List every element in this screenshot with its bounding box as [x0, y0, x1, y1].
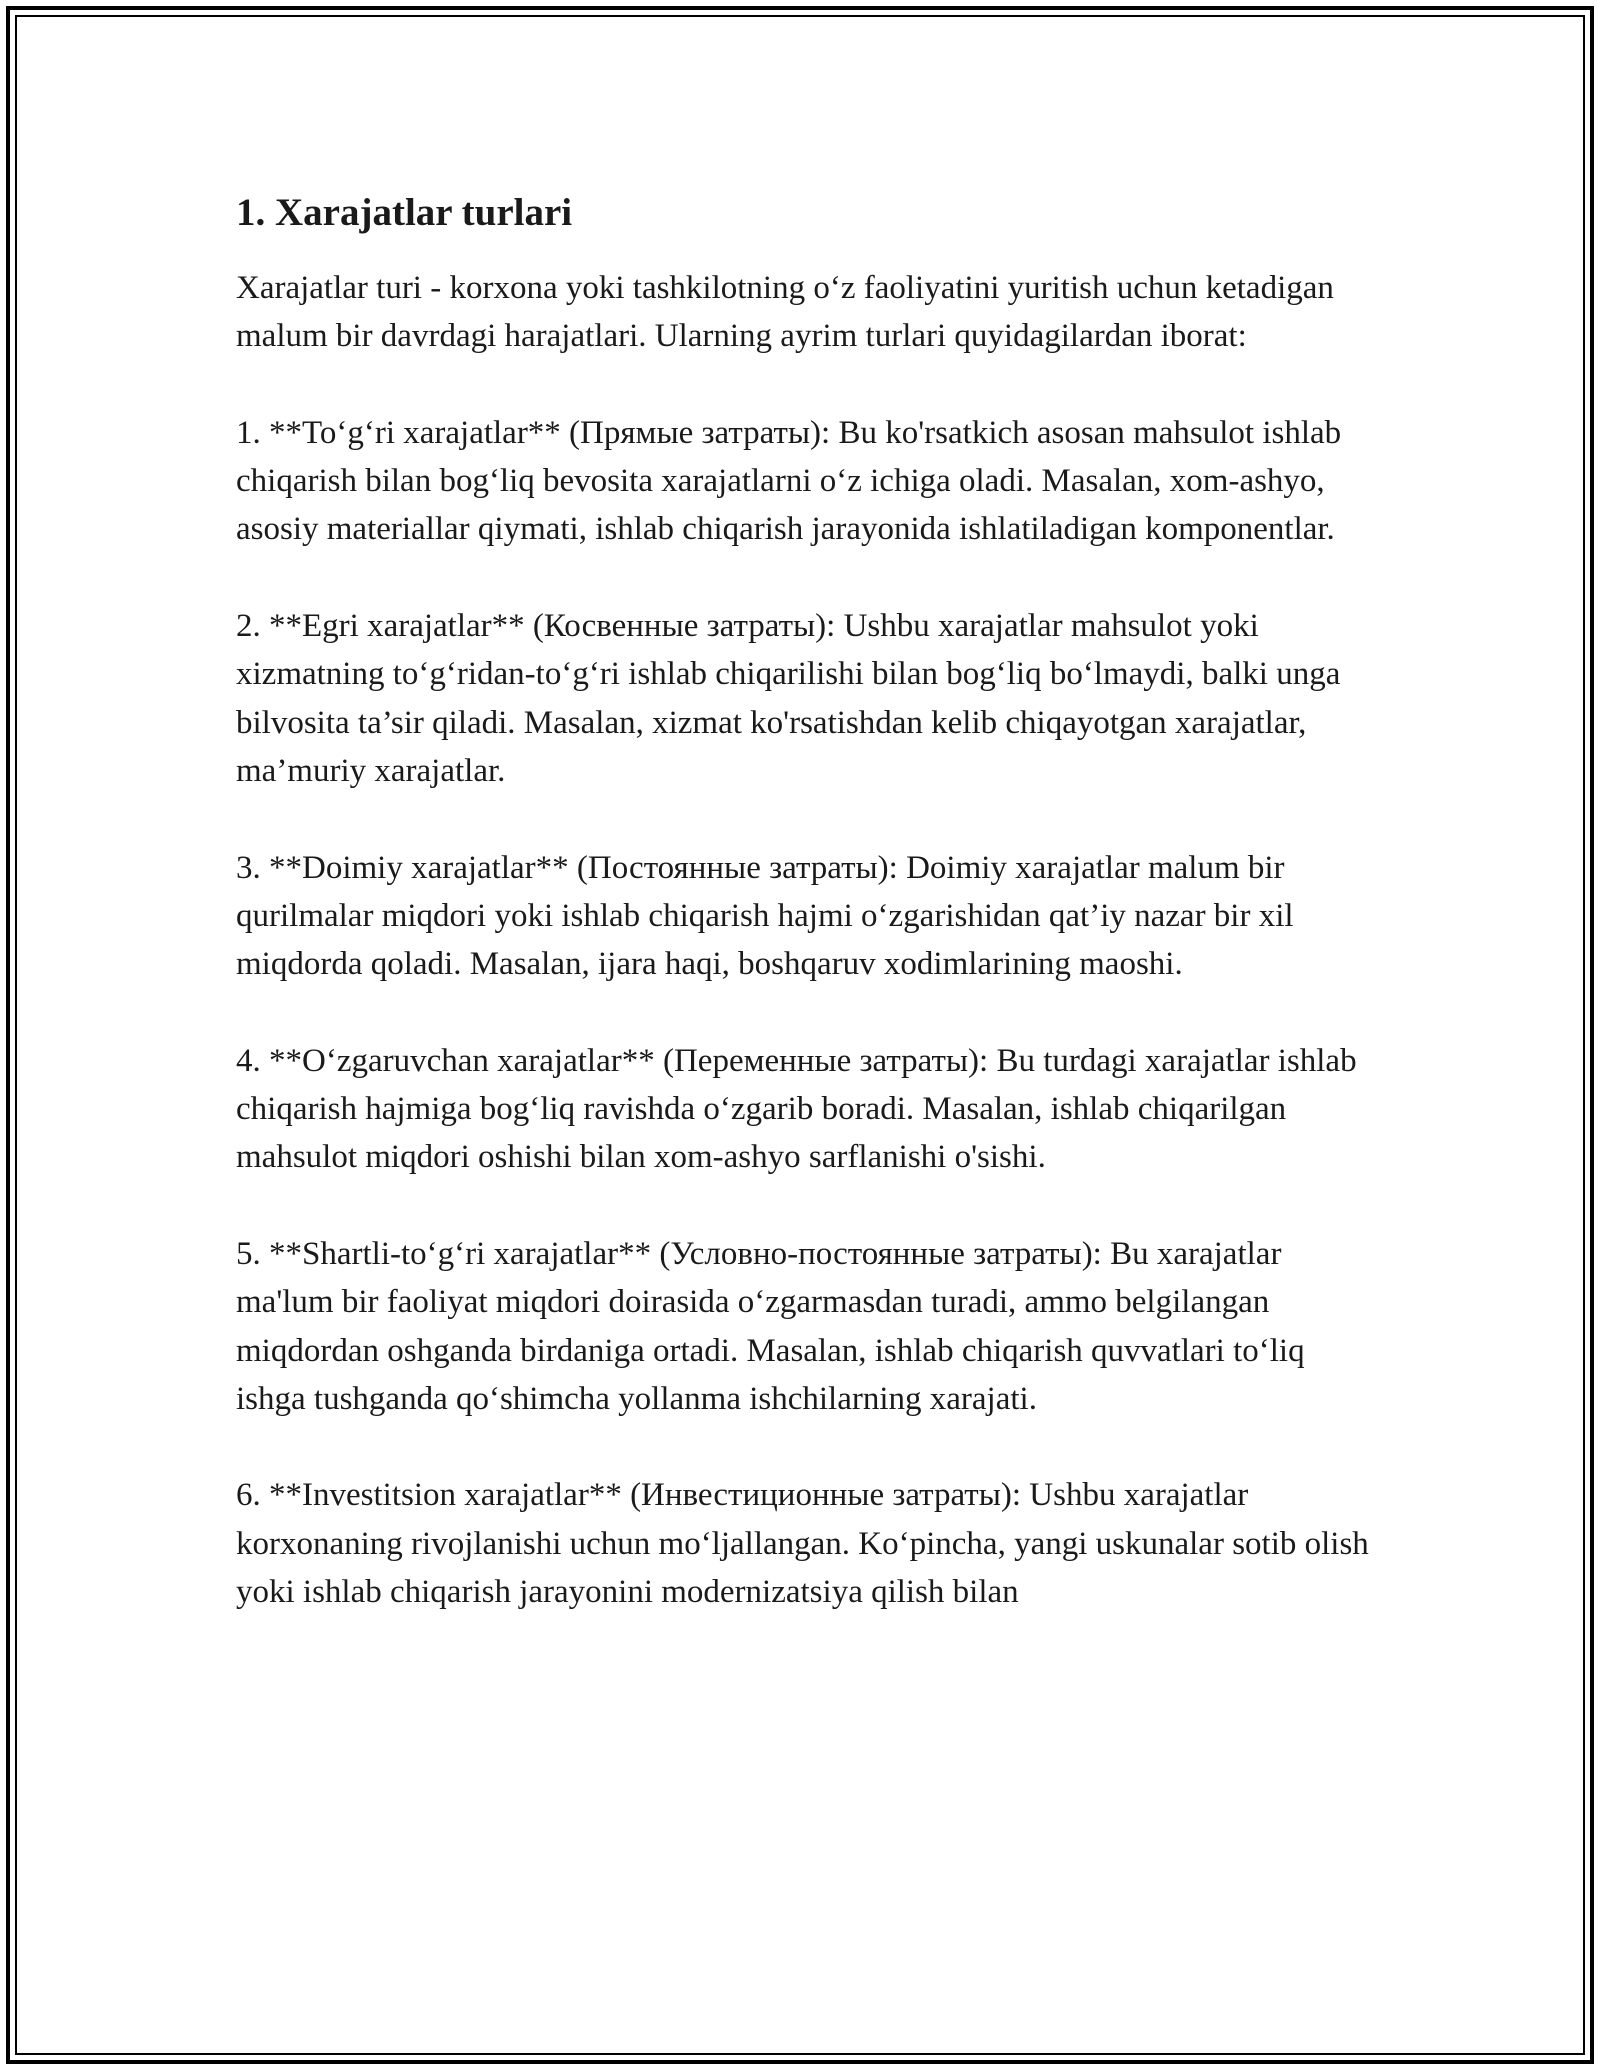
list-item-indirect-costs: 2. **Egri xarajatlar** (Косвенные затраты): Ushbu xarajatlar mahsulot yoki xizmatning to‘g‘ridan-to‘g‘ri ishlab chiqarilishi bilan bog‘liq bo‘lmaydi, balki unga bilvosita ta’sir qiladi. Masalan, xizmat ko'rsatishdan kelib chiqayotgan xarajatlar, ma’muriy xarajatlar.: [236, 608, 1341, 789]
list-item-direct-costs: 1. **To‘g‘ri xarajatlar** (Прямые затраты): Bu ko'rsatkich asosan mahsulot ishlab chiqarish bilan bog‘liq bevosita xarajatlarni o‘z ichiga oladi. Masalan, xom-ashyo, asosiy materiallar qiymati, ishlab chiqarish jarayonida ishlatiladigan komponentlar.: [236, 414, 1342, 548]
intro-paragraph: Xarajatlar turi - korxona yoki tashkilotning o‘z faoliyatini yuritish uchun ketadigan malum bir davrdagi harajatlari. Ularning ayrim turlari quyidagilardan iborat:: [236, 270, 1334, 355]
list-item-variable-costs: 4. **O‘zgaruvchan xarajatlar** (Переменные затраты): Bu turdagi xarajatlar ishlab chiqarish hajmiga bog‘liq ravishda o‘zgarib boradi. Masalan, ishlab chiqarilgan mahsulot miqdori oshishi bilan xom-ashyo sarflanishi o'sishi.: [236, 1042, 1357, 1176]
document-heading: 1. Xarajatlar turlari: [236, 191, 573, 234]
document-content: [236, 186, 1376, 1665]
list-item-investment-costs: 6. **Investitsion xarajatlar** (Инвестиционные затраты): Ushbu xarajatlar korxonaning rivojlanishi uchun mo‘ljallangan. Ko‘pincha, yangi uskunalar sotib olish yoki ishlab chiqarish jarayonini modernizatsiya qilish bilan: [236, 1477, 1369, 1611]
list-item-semi-fixed-costs: 5. **Shartli-to‘g‘ri xarajatlar** (Условно-постоянные затраты): Bu xarajatlar ma'lum bir faoliyat miqdori doirasida o‘zgarmasdan turadi, ammo belgilangan miqdordan oshganda birdaniga ortadi. Masalan, ishlab chiqarish quvvatlari to‘liq ishga tushganda qo‘shimcha yollanma ishchilarning xarajati.: [236, 1235, 1305, 1417]
list-item-fixed-costs: 3. **Doimiy xarajatlar** (Постоянные затраты): Doimiy xarajatlar malum bir qurilmalar miqdori yoki ishlab chiqarish hajmi o‘zgarishidan qat’iy nazar bir xil miqdorda qoladi. Masalan, ijara haqi, boshqaruv xodimlarining maoshi.: [236, 849, 1294, 983]
